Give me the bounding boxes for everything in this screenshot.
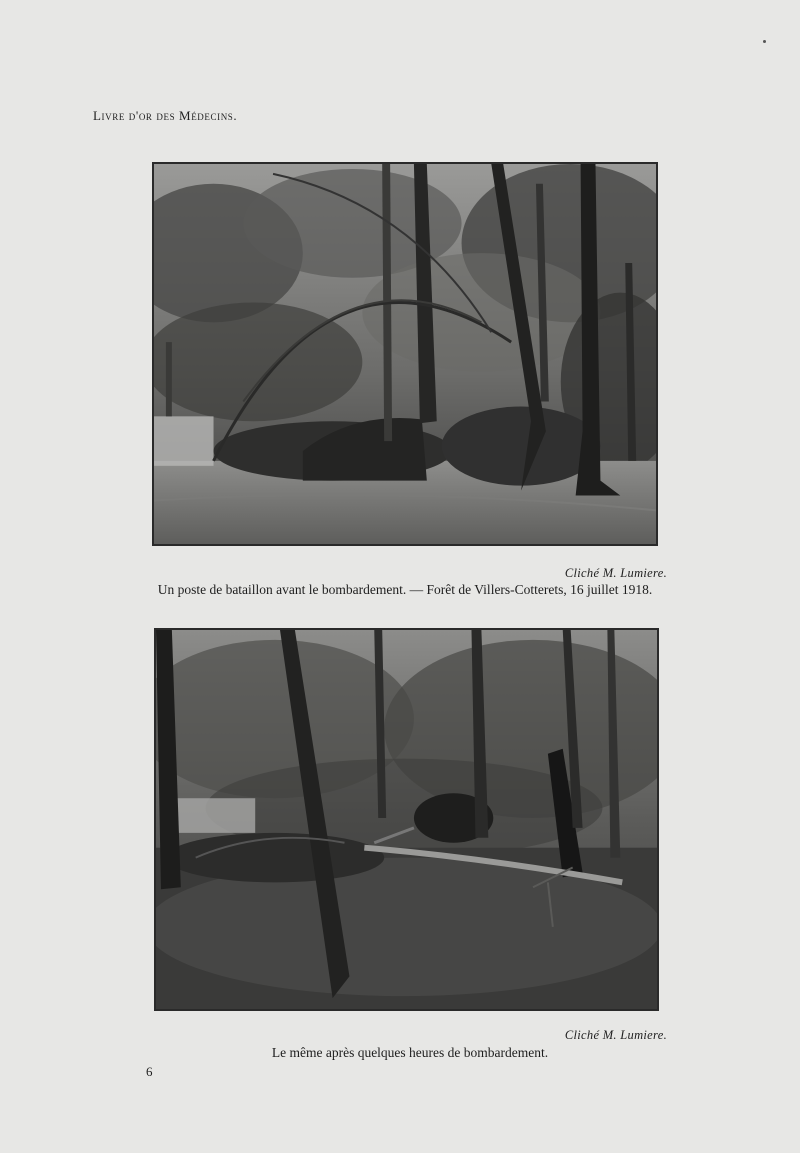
photo-caption: Un poste de bataillon avant le bombardement. — Forêt de Villers-Cotterets, 16 juillet 1918. [157,582,653,597]
photo-forest-after-bombardment [154,628,659,1011]
photo-credit: Cliché M. Lumiere. [564,1028,667,1042]
photo-forest-before-bombardment [152,162,658,546]
page-number: 6 [146,1064,153,1079]
photo-credit: Cliché M. Lumiere. [564,566,667,580]
print-speck [763,40,766,43]
running-header: Livre d'or des Médecins. [93,108,238,123]
photo-caption: Le même après quelques heures de bombardement. [271,1045,549,1060]
